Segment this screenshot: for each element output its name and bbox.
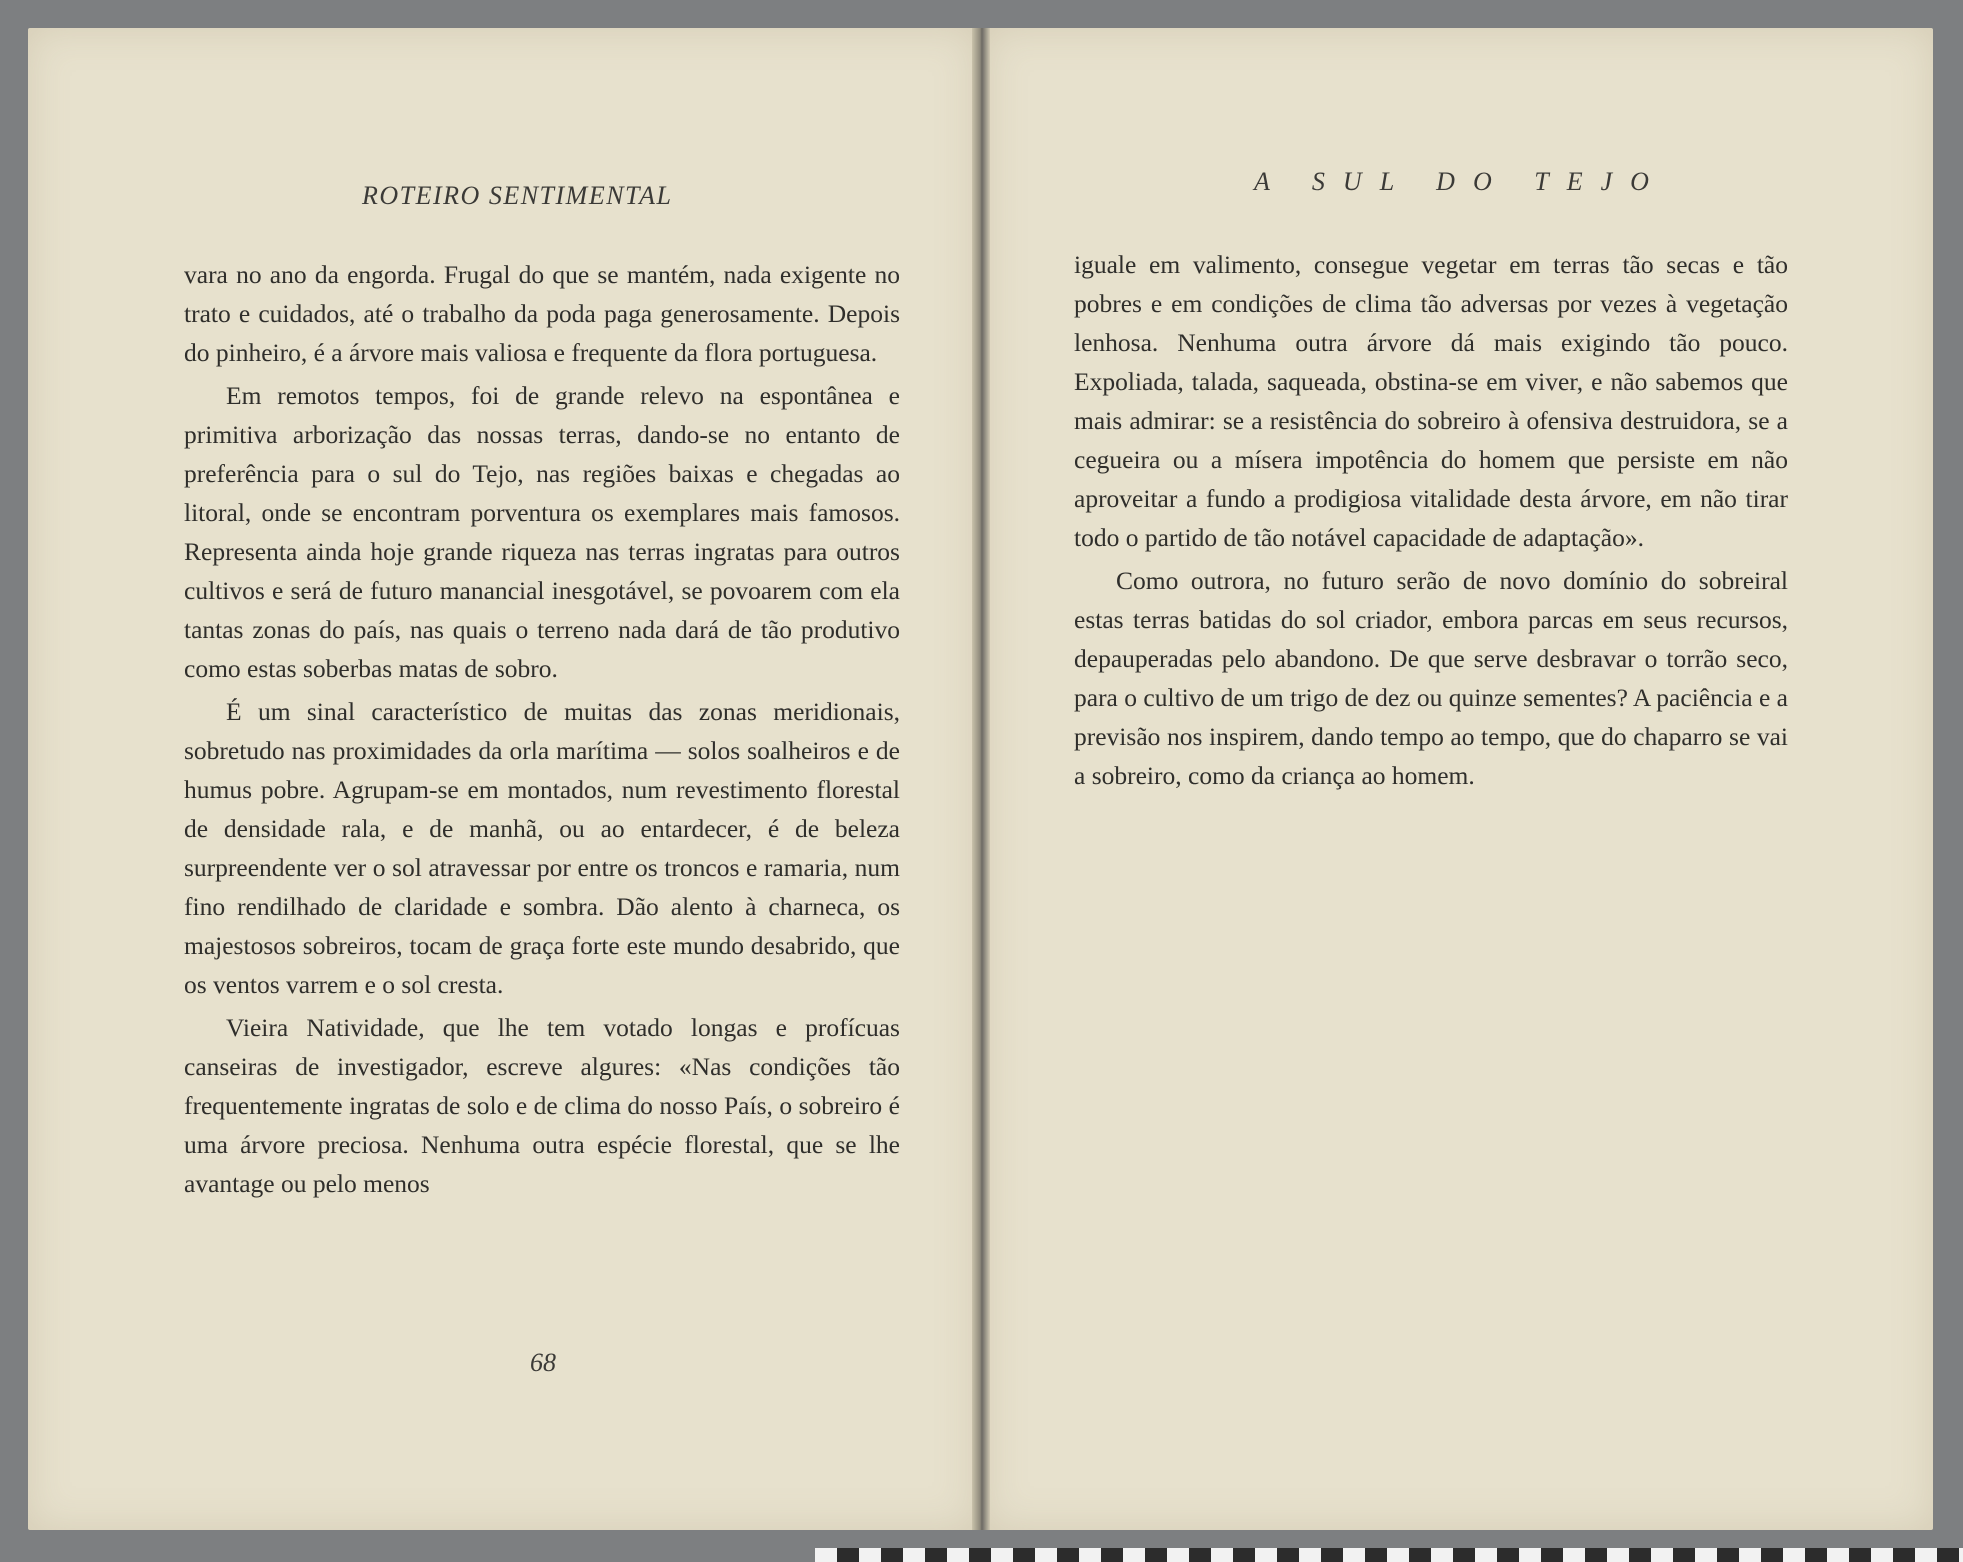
- page-number: 68: [530, 1348, 556, 1377]
- paragraph: É um sinal característico de muitas das zonas meridionais, sobretudo nas proximidades da orla marítima — solos soalheiros e de humus pobre. Agrupam-se em montados, num revestimento florestal de densidade rala, e de manhã, ou ao entardecer, é de beleza surpreendente ver o sol atravessar por entre os troncos e ramaria, num fino rendilhado de claridade e sombra. Dão alento à charneca, os majestosos sobreiros, tocam de graça forte este mundo desabrido, que os ventos varrem e o sol cresta.: [184, 697, 900, 999]
- paragraph: Vieira Natividade, que lhe tem votado longas e profícuas canseiras de investigador, escreve algures: «Nas condições tão frequentemente ingratas de solo e de clima do nosso País, o sobreiro é uma árvore preciosa. Nenhuma outra espécie florestal, que se lhe avantage ou pelo menos: [184, 1013, 900, 1198]
- left-running-head: ROTEIRO SENTIMENTAL: [362, 181, 673, 210]
- right-body-text: [1074, 245, 1788, 795]
- paragraph: Em remotos tempos, foi de grande relevo na espontânea e primitiva arborização das nossas terras, dando-se no entanto de preferência para o sul do Tejo, nas regiões baixas e chegadas ao litoral, onde se encontram porventura os exemplares mais famosos. Representa ainda hoje grande riqueza nas terras ingratas para outros cultivos e será de futuro manancial inesgotável, se povoarem com ela tantas zonas do país, nas quais o terreno nada dará de tão produtivo como estas soberbas matas de sobro.: [184, 381, 900, 683]
- scale-bar: [815, 1548, 1963, 1562]
- paragraph: Como outrora, no futuro serão de novo domínio do sobreiral estas terras batidas do sol criador, embora parcas em seus recursos, depauperadas pelo abandono. De que serve desbravar o torrão seco, para o cultivo de um trigo de dez ou quinze sementes? A paciência e a previsão nos inspirem, dando tempo ao tempo, que do chaparro se vai a sobreiro, como da criança ao homem.: [1074, 566, 1788, 790]
- right-running-head: A SUL DO TEJO: [1254, 167, 1667, 196]
- paragraph: iguale em valimento, consegue vegetar em terras tão secas e tão pobres e em condições de clima tão adversas por vezes à vegetação lenhosa. Nenhuma outra árvore dá mais exigindo tão pouco. Expoliada, talada, saqueada, obstina-se em viver, e não sabemos que mais admirar: se a resistência do sobreiro à ofensiva destruidora, se a cegueira ou a mísera impotência do homem que persiste em não aproveitar a fundo a prodigiosa vitalidade desta árvore, em não tirar todo o partido de tão notável capacidade de adaptação».: [1074, 250, 1788, 552]
- book-gutter: [972, 28, 990, 1530]
- paragraph: vara no ano da engorda. Frugal do que se mantém, nada exigente no trato e cuidados, até o trabalho da poda paga generosamente. Depois do pinheiro, é a árvore mais valiosa e frequente da flora portuguesa.: [184, 260, 900, 367]
- left-body-text: [184, 255, 900, 1203]
